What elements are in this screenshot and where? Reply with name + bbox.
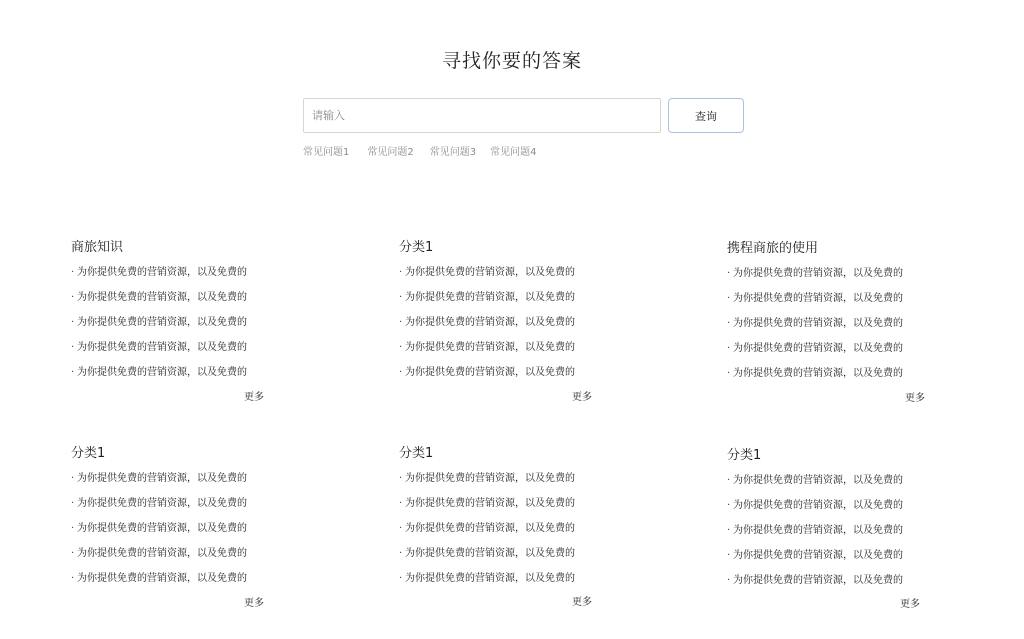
category-item-link[interactable] bbox=[71, 291, 271, 304]
category-item-text: 为你提供免费的营销资源，以及免费的 bbox=[733, 525, 903, 536]
faq-link-2[interactable]: 常见问题2 bbox=[367, 147, 414, 158]
category-item-text: 为你提供免费的营销资源，以及免费的 bbox=[733, 550, 903, 561]
category-item-text: 为你提供免费的营销资源，以及免费的 bbox=[405, 498, 575, 509]
category-item-link[interactable] bbox=[727, 524, 927, 537]
category-title: 分类1 bbox=[399, 446, 434, 461]
category-item-link[interactable] bbox=[71, 572, 271, 585]
bullet-dot-icon: · bbox=[399, 523, 403, 534]
category-title: 分类1 bbox=[399, 240, 434, 255]
category-item-text: 为你提供免费的营销资源，以及免费的 bbox=[77, 473, 247, 484]
bullet-dot-icon: · bbox=[727, 293, 731, 304]
bullet-dot-icon: · bbox=[727, 343, 731, 354]
category-item-text: 为你提供免费的营销资源，以及免费的 bbox=[733, 575, 903, 586]
category-item-text: 为你提供免费的营销资源，以及免费的 bbox=[77, 367, 247, 378]
bullet-dot-icon: · bbox=[71, 342, 75, 353]
category-item-link[interactable] bbox=[399, 547, 599, 560]
bullet-dot-icon: · bbox=[727, 525, 731, 536]
bullet-dot-icon: · bbox=[71, 267, 75, 278]
bullet-dot-icon: · bbox=[727, 550, 731, 561]
bullet-dot-icon: · bbox=[727, 268, 731, 279]
faq-link-4[interactable]: 常见问题4 bbox=[490, 147, 537, 158]
category-item-text: 为你提供免费的营销资源，以及免费的 bbox=[405, 523, 575, 534]
category-item-link[interactable] bbox=[71, 341, 271, 354]
category-item-text: 为你提供免费的营销资源，以及免费的 bbox=[77, 573, 247, 584]
category-item-link[interactable] bbox=[399, 341, 599, 354]
category-item-link[interactable] bbox=[71, 497, 271, 510]
category-item-text: 为你提供免费的营销资源，以及免费的 bbox=[405, 367, 575, 378]
bullet-dot-icon: · bbox=[399, 473, 403, 484]
more-link[interactable]: 更多 bbox=[244, 598, 264, 609]
category-title: 商旅知识 bbox=[71, 240, 124, 255]
category-item-link[interactable] bbox=[399, 522, 599, 535]
bullet-dot-icon: · bbox=[71, 498, 75, 509]
category-item-link[interactable] bbox=[71, 266, 271, 279]
more-link[interactable]: 更多 bbox=[905, 393, 925, 404]
category-item-link[interactable] bbox=[727, 367, 927, 380]
category-item-text: 为你提供免费的营销资源，以及免费的 bbox=[77, 292, 247, 303]
category-item-link[interactable] bbox=[71, 522, 271, 535]
category-item-text: 为你提供免费的营销资源，以及免费的 bbox=[405, 292, 575, 303]
category-item-link[interactable] bbox=[399, 472, 599, 485]
bullet-dot-icon: · bbox=[399, 317, 403, 328]
search-input[interactable] bbox=[303, 98, 661, 133]
category-item-link[interactable] bbox=[727, 574, 927, 587]
category-item-text: 为你提供免费的营销资源，以及免费的 bbox=[77, 317, 247, 328]
bullet-dot-icon: · bbox=[71, 317, 75, 328]
category-title: 分类1 bbox=[71, 446, 106, 461]
more-link[interactable]: 更多 bbox=[900, 599, 920, 610]
category-item-text: 为你提供免费的营销资源，以及免费的 bbox=[405, 317, 575, 328]
bullet-dot-icon: · bbox=[71, 473, 75, 484]
category-item-link[interactable] bbox=[399, 366, 599, 379]
category-item-link[interactable] bbox=[399, 316, 599, 329]
category-item-text: 为你提供免费的营销资源，以及免费的 bbox=[77, 523, 247, 534]
category-item-text: 为你提供免费的营销资源，以及免费的 bbox=[733, 368, 903, 379]
bullet-dot-icon: · bbox=[399, 498, 403, 509]
search-button[interactable]: 查询 bbox=[668, 98, 744, 133]
bullet-dot-icon: · bbox=[727, 368, 731, 379]
category-item-link[interactable] bbox=[727, 317, 927, 330]
bullet-dot-icon: · bbox=[71, 548, 75, 559]
category-item-text: 为你提供免费的营销资源，以及免费的 bbox=[733, 268, 903, 279]
category-item-text: 为你提供免费的营销资源，以及免费的 bbox=[77, 498, 247, 509]
bullet-dot-icon: · bbox=[71, 573, 75, 584]
category-section bbox=[399, 239, 599, 404]
faq-link-1[interactable]: 常见问题1 bbox=[303, 147, 350, 158]
category-item-link[interactable] bbox=[71, 366, 271, 379]
bullet-dot-icon: · bbox=[71, 367, 75, 378]
category-item-link[interactable] bbox=[71, 472, 271, 485]
bullet-dot-icon: · bbox=[727, 475, 731, 486]
category-item-link[interactable] bbox=[71, 316, 271, 329]
category-item-link[interactable] bbox=[727, 342, 927, 355]
more-link[interactable]: 更多 bbox=[572, 597, 592, 608]
bullet-dot-icon: · bbox=[71, 523, 75, 534]
category-item-text: 为你提供免费的营销资源，以及免费的 bbox=[77, 267, 247, 278]
category-item-text: 为你提供免费的营销资源，以及免费的 bbox=[733, 500, 903, 511]
category-item-text: 为你提供免费的营销资源，以及免费的 bbox=[405, 267, 575, 278]
category-item-text: 为你提供免费的营销资源，以及免费的 bbox=[405, 473, 575, 484]
category-item-link[interactable] bbox=[399, 291, 599, 304]
bullet-dot-icon: · bbox=[399, 267, 403, 278]
category-item-text: 为你提供免费的营销资源，以及免费的 bbox=[405, 573, 575, 584]
category-section bbox=[727, 240, 927, 405]
bullet-dot-icon: · bbox=[727, 500, 731, 511]
category-item-link[interactable] bbox=[399, 572, 599, 585]
page-title: 寻找你要的答案 bbox=[441, 50, 582, 72]
category-section bbox=[71, 239, 271, 404]
faq-link-3[interactable]: 常见问题3 bbox=[429, 147, 477, 158]
bullet-dot-icon: · bbox=[71, 292, 75, 303]
category-item-text: 为你提供免费的营销资源，以及免费的 bbox=[733, 293, 903, 304]
category-title: 分类1 bbox=[727, 448, 762, 463]
category-section bbox=[399, 445, 599, 609]
category-item-link[interactable] bbox=[727, 474, 927, 487]
more-link[interactable]: 更多 bbox=[572, 392, 592, 403]
bullet-dot-icon: · bbox=[399, 548, 403, 559]
category-item-link[interactable] bbox=[71, 547, 271, 560]
category-item-text: 为你提供免费的营销资源，以及免费的 bbox=[733, 318, 903, 329]
more-link[interactable]: 更多 bbox=[244, 392, 264, 403]
category-item-text: 为你提供免费的营销资源，以及免费的 bbox=[77, 342, 247, 353]
category-section bbox=[71, 445, 271, 610]
category-item-link[interactable] bbox=[399, 497, 599, 510]
category-item-link[interactable] bbox=[727, 267, 927, 280]
bullet-dot-icon: · bbox=[727, 575, 731, 586]
category-item-text: 为你提供免费的营销资源，以及免费的 bbox=[77, 548, 247, 559]
category-item-text: 为你提供免费的营销资源，以及免费的 bbox=[405, 548, 575, 559]
category-item-link[interactable] bbox=[727, 292, 927, 305]
bullet-dot-icon: · bbox=[727, 318, 731, 329]
category-item-link[interactable] bbox=[727, 499, 927, 512]
bullet-dot-icon: · bbox=[399, 342, 403, 353]
category-item-link[interactable] bbox=[399, 266, 599, 279]
bullet-dot-icon: · bbox=[399, 367, 403, 378]
category-item-text: 为你提供免费的营销资源，以及免费的 bbox=[733, 343, 903, 354]
category-title: 携程商旅的使用 bbox=[727, 241, 819, 256]
category-item-text: 为你提供免费的营销资源，以及免费的 bbox=[733, 475, 903, 486]
category-item-link[interactable] bbox=[727, 549, 927, 562]
faq-links bbox=[303, 145, 555, 161]
category-item-text: 为你提供免费的营销资源，以及免费的 bbox=[405, 342, 575, 353]
category-section bbox=[727, 447, 927, 611]
bullet-dot-icon: · bbox=[399, 573, 403, 584]
bullet-dot-icon: · bbox=[399, 292, 403, 303]
